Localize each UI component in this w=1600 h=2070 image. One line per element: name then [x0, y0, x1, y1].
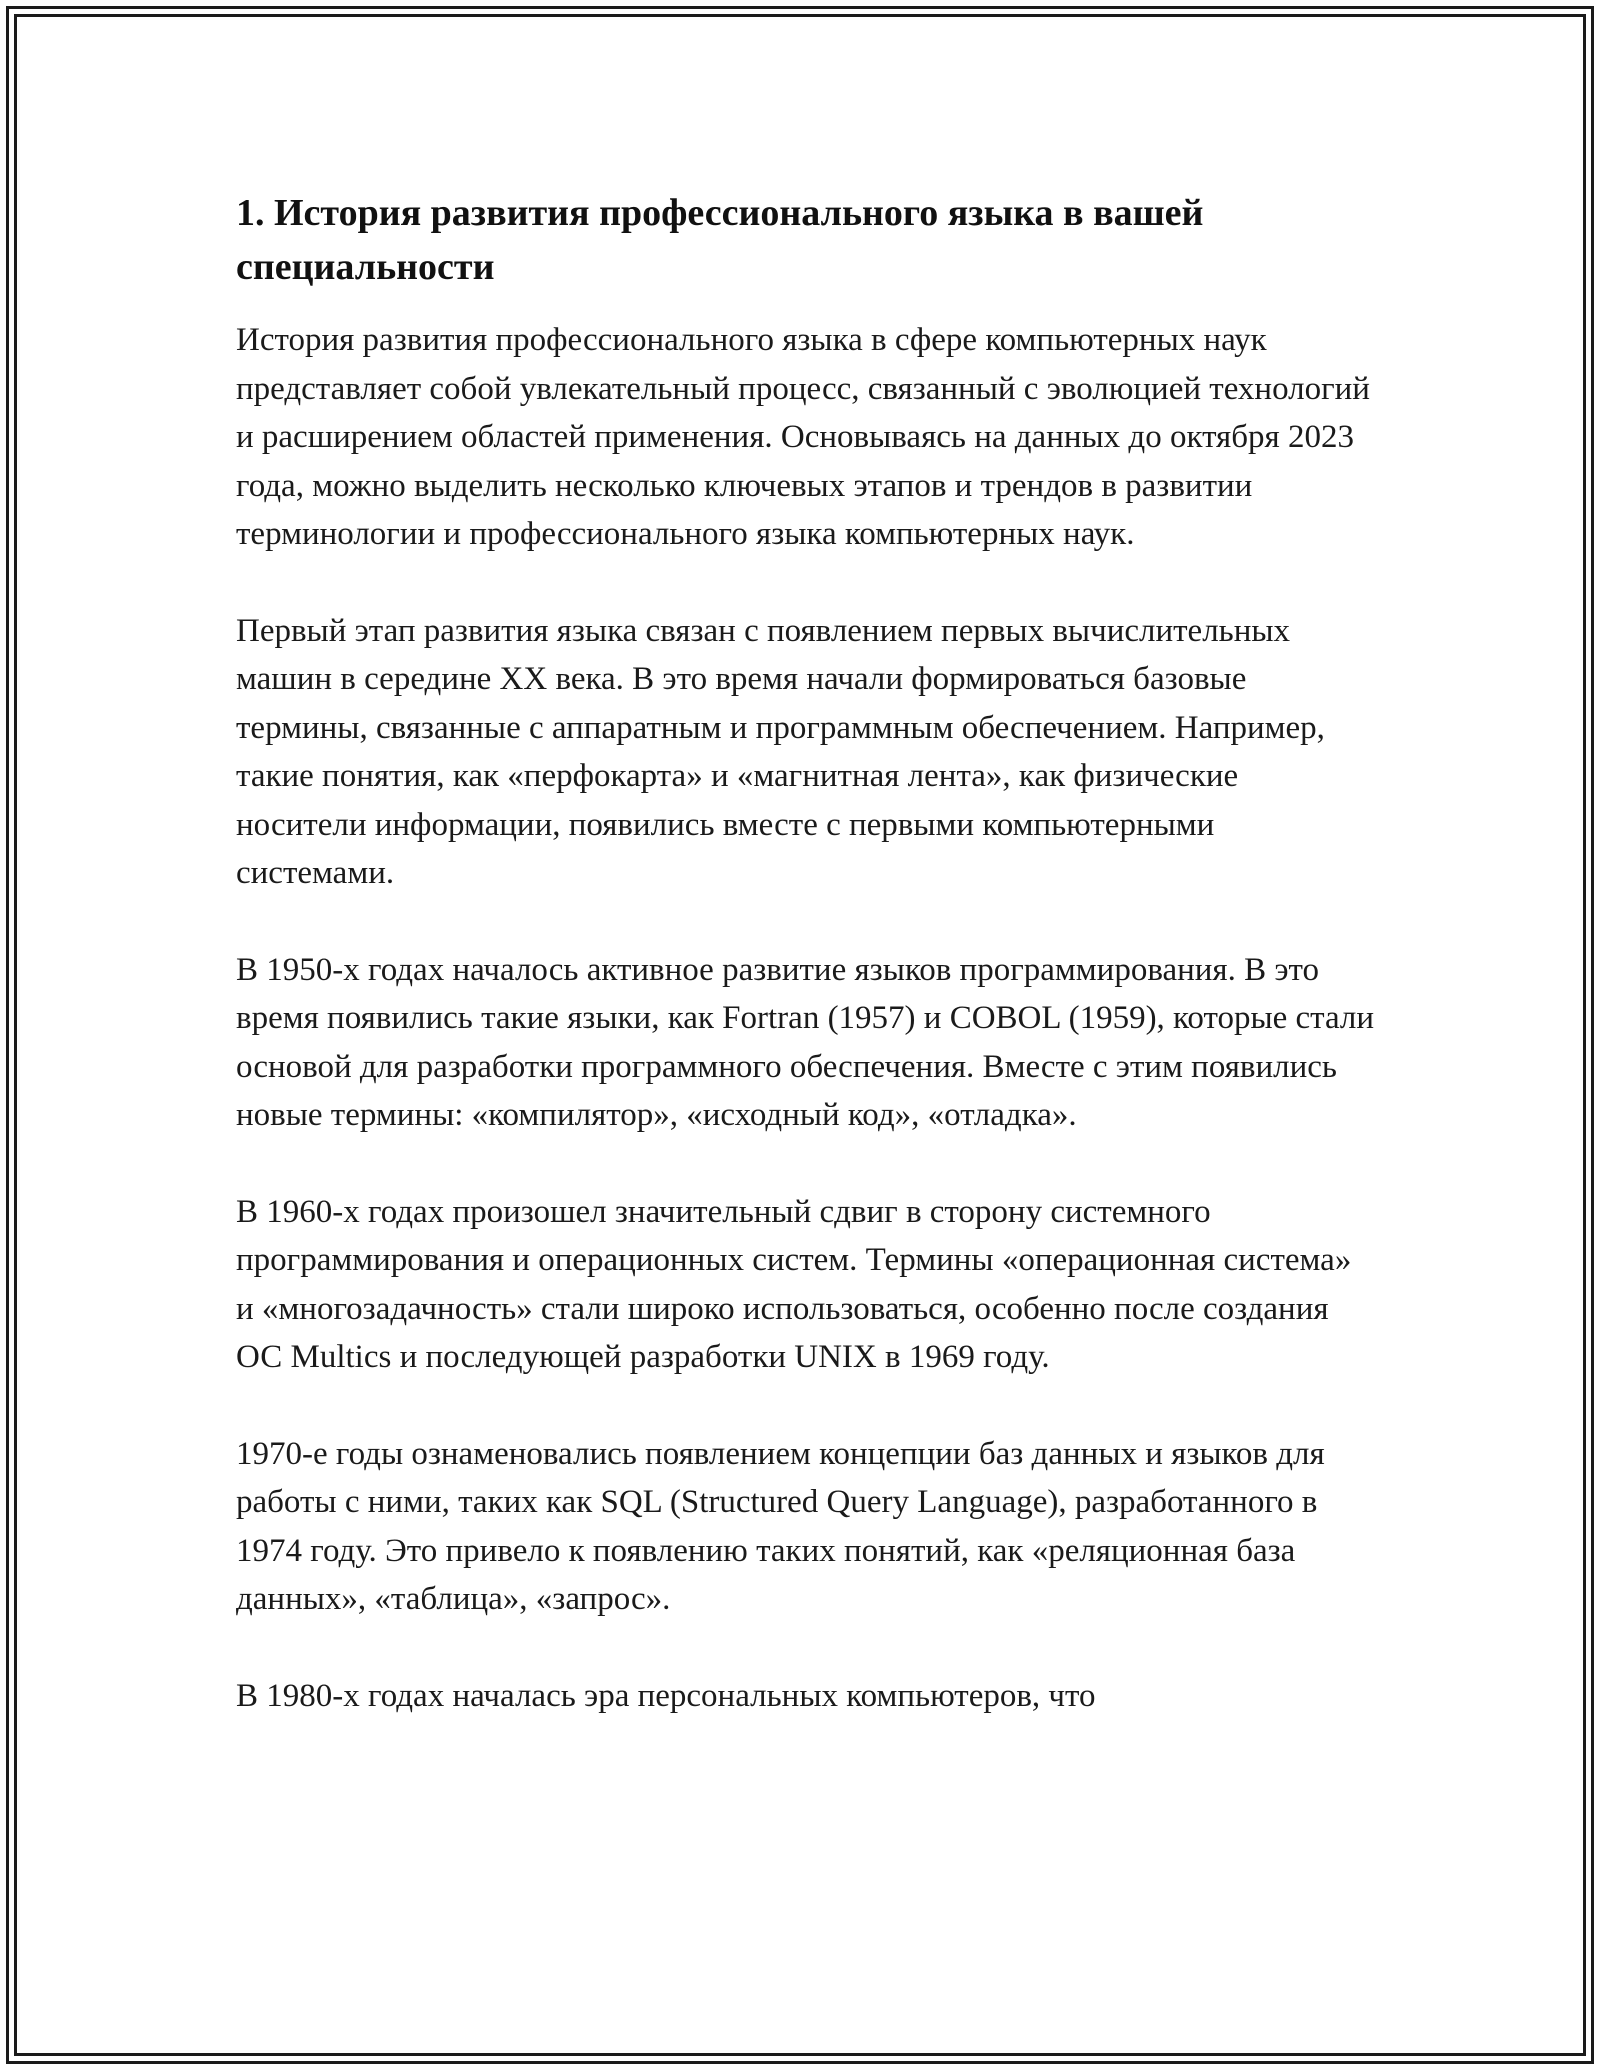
- paragraph-1970s: 1970-е годы ознаменовались появлением концепции баз данных и языков для работы с ними, таких как SQL (Structured Query Language), разработанного в 1974 году. Это привело к появлению таких понятий, как «реляционная база данных», «таблица», «запрос».: [236, 1435, 1325, 1617]
- paragraph-1980s: В 1980-х годах началась эра персональных компьютеров, что: [236, 1677, 1096, 1714]
- paragraph-1950s: В 1950-х годах началось активное развитие языков программирования. В это время появились такие языки, как Fortran (1957) и COBOL (1959), которые стали основой для разработки программного обеспечения. Вместе с этим появились новые термины: «компилятор», «исходный код», «отладка».: [236, 951, 1375, 1133]
- document-page: [236, 186, 1376, 1768]
- paragraph-intro: История развития профессионального языка в сфере компьютерных наук представляет собой увлекательный процесс, связанный с эволюцией технологий и расширением областей применения. Основываясь на данных до октября 2023 года, можно выделить несколько ключевых этапов и трендов в развитии терминологии и профессионального языка компьютерных наук.: [236, 322, 1370, 552]
- paragraph-1960s: В 1960-х годах произошел значительный сдвиг в сторону системного программирования и операционных систем. Термины «операционная система» и «многозадачность» стали широко использоваться, особенно после создания ОС Multics и последующей разработки UNIX в 1969 году.: [236, 1193, 1352, 1375]
- paragraph-first-stage: Первый этап развития языка связан с появлением первых вычислительных машин в середине XX века. В это время начали формироваться базовые термины, связанные с аппаратным и программным обеспечением. Например, такие понятия, как «перфокарта» и «магнитная лента», как физические носители информации, появились вместе с первыми компьютерными системами.: [236, 612, 1325, 891]
- section-heading: 1. История развития профессионального языка в вашей специальности: [236, 192, 1204, 288]
